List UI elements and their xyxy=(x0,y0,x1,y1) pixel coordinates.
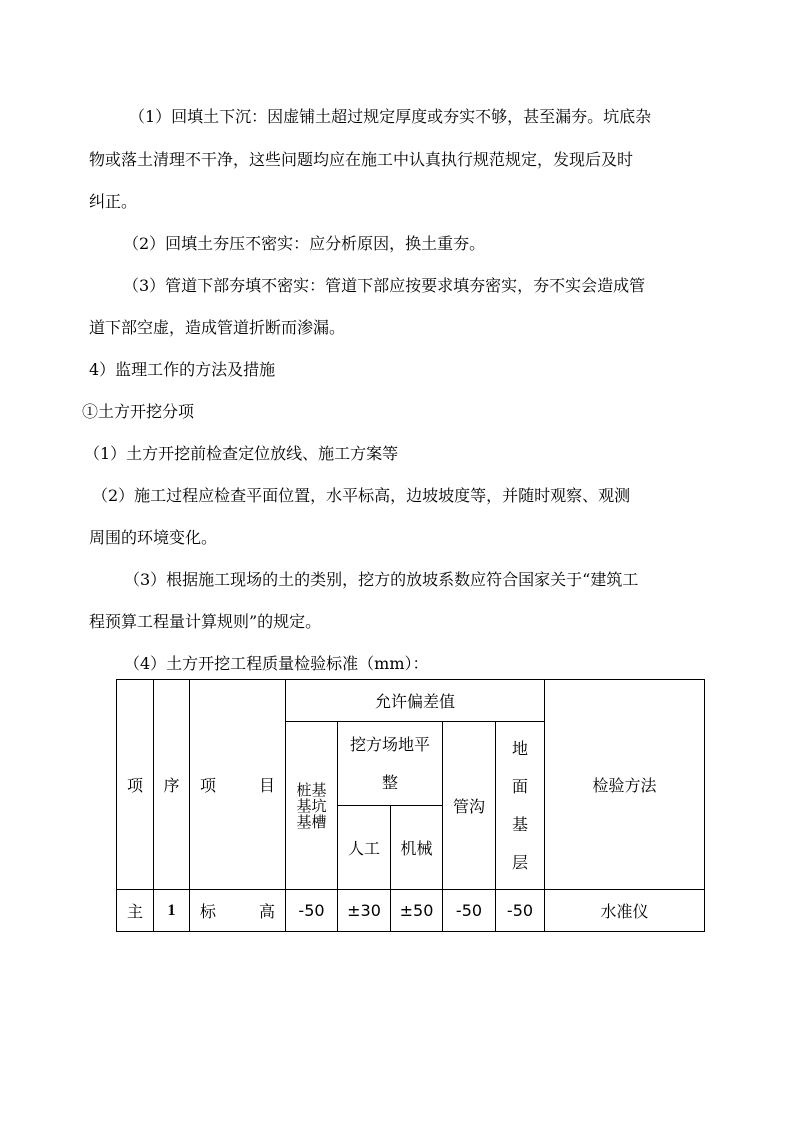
step-2-line-1: （2）施工过程应检查平面位置，水平标高，边坡坡度等，并随时观察、观测 xyxy=(92,486,631,505)
header-pile-pit-trench xyxy=(286,722,338,890)
header-item-char-a: 项 xyxy=(200,776,217,795)
header-ground-line-4: 层 xyxy=(511,852,528,872)
header-inspection-method: 检验方法 xyxy=(545,680,705,890)
section-heading-4: 4）监理工作的方法及措施 xyxy=(89,360,276,379)
header-seq: 序 xyxy=(154,680,190,890)
header-ground-line-3: 基 xyxy=(511,814,528,834)
paragraph-1-line-3: 纠正。 xyxy=(89,192,138,211)
paragraph-1-line-1: （1）回填土下沉：因虚铺土超过规定厚度或夯实不够，甚至漏夯。坑底杂 xyxy=(129,107,652,126)
step-3-line-1: （3）根据施工现场的土的类别，挖方的放坡系数应符合国家关于“建筑工 xyxy=(124,570,639,589)
header-pile-line-1: 桩基 xyxy=(296,780,327,799)
paragraph-2: （2）回填土夯压不密实：应分析原因，换土重夯。 xyxy=(123,234,486,253)
header-machine: 机械 xyxy=(391,806,443,890)
header-ground-base xyxy=(496,722,545,890)
cell-method: 水准仪 xyxy=(545,890,705,932)
step-1: （1）土方开挖前检查定位放线、施工方案等 xyxy=(84,444,399,463)
header-manual: 人工 xyxy=(338,806,391,890)
header-pipe-trench: 管沟 xyxy=(443,722,496,890)
cell-seq: 1 xyxy=(154,890,190,932)
header-site-leveling-line-2: 整 xyxy=(381,772,398,792)
paragraph-1-line-2: 物或落土清理不干净，这些问题均应在施工中认真执行规范规定，发现后及时 xyxy=(89,150,634,169)
step-2-line-2: 周围的环境变化。 xyxy=(89,528,218,547)
cell-item-char-b: 高 xyxy=(258,902,275,921)
cell-manual: ±30 xyxy=(338,890,391,932)
header-ground-line-2: 面 xyxy=(511,776,528,796)
cell-pipe: -50 xyxy=(443,890,496,932)
step-4-caption: （4）土方开挖工程质量检验标准（mm）： xyxy=(124,654,429,673)
header-site-leveling xyxy=(338,722,443,806)
cell-item-char-a: 标 xyxy=(200,902,217,921)
paragraph-3-line-2: 道下部空虚，造成管道折断而渗漏。 xyxy=(89,318,346,337)
header-ground-line-1: 地 xyxy=(511,738,528,758)
header-item xyxy=(190,680,286,890)
subsection-heading-earthwork: ①土方开挖分项 xyxy=(82,402,195,421)
paragraph-3-line-1: （3）管道下部夯填不密实：管道下部应按要求填夯密实，夯不实会造成管 xyxy=(123,276,646,295)
header-site-leveling-line-1: 挖方场地平 xyxy=(349,734,430,754)
step-3-line-2: 程预算工程量计算规则”的规定。 xyxy=(89,612,322,631)
header-item-char-b: 目 xyxy=(258,776,275,795)
header-item-type: 项 xyxy=(117,680,154,890)
cell-ground: -50 xyxy=(496,890,545,932)
cell-type: 主 xyxy=(117,890,154,932)
cell-item xyxy=(190,890,286,932)
quality-standard-table xyxy=(116,679,705,932)
cell-pile: -50 xyxy=(286,890,338,932)
cell-machine: ±50 xyxy=(391,890,443,932)
header-pile-line-3: 基槽 xyxy=(296,812,327,831)
header-allowed-deviation: 允许偏差值 xyxy=(286,680,545,722)
header-pile-line-2: 基坑 xyxy=(296,796,327,815)
table-row xyxy=(117,890,705,932)
